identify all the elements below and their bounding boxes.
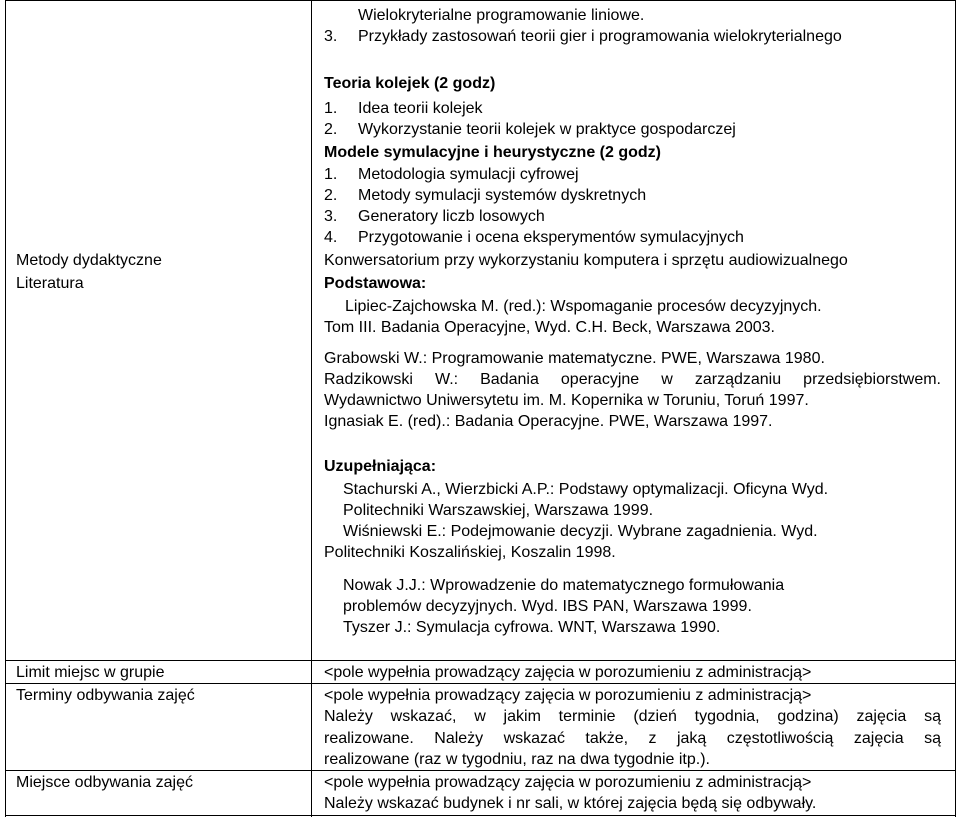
metody-value: Konwersatorium przy wykorzystaniu komputera i sprzętu audiowizualnego <box>324 252 848 269</box>
list-number: 4. <box>324 229 338 246</box>
row-label-miejsce: Miejsce odbywania zajęć <box>16 774 193 791</box>
section-heading-modele: Modele symulacyjne i heurystyczne (2 godz) <box>324 144 661 161</box>
list-item: Metodologia symulacji cyfrowej <box>358 166 579 183</box>
list-item: Idea teorii kolejek <box>358 100 483 117</box>
literature-line: Lipiec-Zajchowska M. (red.): Wspomaganie procesów decyzyjnych. <box>345 298 822 315</box>
limit-placeholder: <pole wypełnia prowadzący zajęcia w porozumieniu z administracją> <box>324 664 812 681</box>
program-line: Wielokryterialne programowanie liniowe. <box>358 7 645 24</box>
program-line: Przykłady zastosowań teorii gier i programowania wielokryterialnego <box>358 28 842 45</box>
literature-line: Politechniki Warszawskiej, Warszawa 1999. <box>343 502 654 519</box>
terminy-placeholder: <pole wypełnia prowadzący zajęcia w porozumieniu z administracją> <box>324 687 812 704</box>
row-label-metody-dydaktyczne: Metody dydaktyczne <box>16 252 162 269</box>
list-item: Generatory liczb losowych <box>358 208 545 225</box>
literature-line: Wiśniewski E.: Podejmowanie decyzji. Wybrane zagadnienia. Wyd. <box>343 523 818 540</box>
list-number: 1. <box>324 166 338 183</box>
row-divider-terminy <box>5 683 956 684</box>
list-item: Metody symulacji systemów dyskretnych <box>358 187 647 204</box>
list-number: 2. <box>324 121 338 138</box>
podstawowa-heading: Podstawowa: <box>324 275 427 292</box>
table-border-bottom <box>5 815 956 816</box>
terminy-note-line: realizowane. Należy wskazać także, z jaką częstotliwością zajęcia są <box>324 730 941 747</box>
list-item: Wykorzystanie teorii kolejek w praktyce gospodarczej <box>358 121 736 138</box>
literature-line: Wydawnictwo Uniwersytetu im. M. Kopernika w Toruniu, Toruń 1997. <box>324 392 809 409</box>
terminy-note-line: realizowane (raz w tygodniu, raz na dwa tygodnie itp.). <box>324 751 710 768</box>
literature-line: problemów decyzyjnych. Wyd. IBS PAN, Warszawa 1999. <box>343 598 752 615</box>
list-item: Przygotowanie i ocena eksperymentów symulacyjnych <box>358 229 744 246</box>
table-border-left <box>5 0 6 817</box>
list-number: 1. <box>324 100 338 117</box>
list-number: 3. <box>324 28 338 45</box>
literature-line: Ignasiak E. (red).: Badania Operacyjne. PWE, Warszawa 1997. <box>324 413 773 430</box>
section-heading-teoria-kolejek: Teoria kolejek (2 godz) <box>324 75 496 92</box>
list-number: 3. <box>324 208 338 225</box>
miejsce-note: Należy wskazać budynek i nr sali, w której zajęcia będą się odbywały. <box>324 795 817 812</box>
terminy-note-line: Należy wskazać, w jakim terminie (dzień tygodnia, godzina) zajęcia są <box>324 708 941 725</box>
literature-line: Stachurski A., Wierzbicki A.P.: Podstawy optymalizacji. Oficyna Wyd. <box>343 481 829 498</box>
literature-line: Nowak J.J.: Wprowadzenie do matematycznego formułowania <box>343 577 785 594</box>
row-divider-limit <box>5 660 956 661</box>
uzupelniajaca-heading: Uzupełniająca: <box>324 458 437 475</box>
literature-line: Tom III. Badania Operacyjne, Wyd. C.H. Beck, Warszawa 2003. <box>324 319 775 336</box>
list-number: 2. <box>324 187 338 204</box>
literature-line: Tyszer J.: Symulacja cyfrowa. WNT, Warszawa 1990. <box>343 619 721 636</box>
literature-line: Radzikowski W.: Badania operacyjne w zarządzaniu przedsiębiorstwem. <box>324 371 941 388</box>
table-border-top <box>5 0 956 1</box>
literature-line: Grabowski W.: Programowanie matematyczne. PWE, Warszawa 1980. <box>324 350 825 367</box>
row-label-limit-miejsc: Limit miejsc w grupie <box>16 664 165 681</box>
literature-line: Politechniki Koszalińskiej, Koszalin 1998. <box>324 544 616 561</box>
table-border-right <box>955 0 956 817</box>
row-label-terminy: Terminy odbywania zajęć <box>16 687 195 704</box>
column-divider <box>311 0 312 817</box>
miejsce-placeholder: <pole wypełnia prowadzący zajęcia w porozumieniu z administracją> <box>324 774 812 791</box>
row-divider-miejsce <box>5 770 956 771</box>
row-label-literatura: Literatura <box>16 275 84 292</box>
